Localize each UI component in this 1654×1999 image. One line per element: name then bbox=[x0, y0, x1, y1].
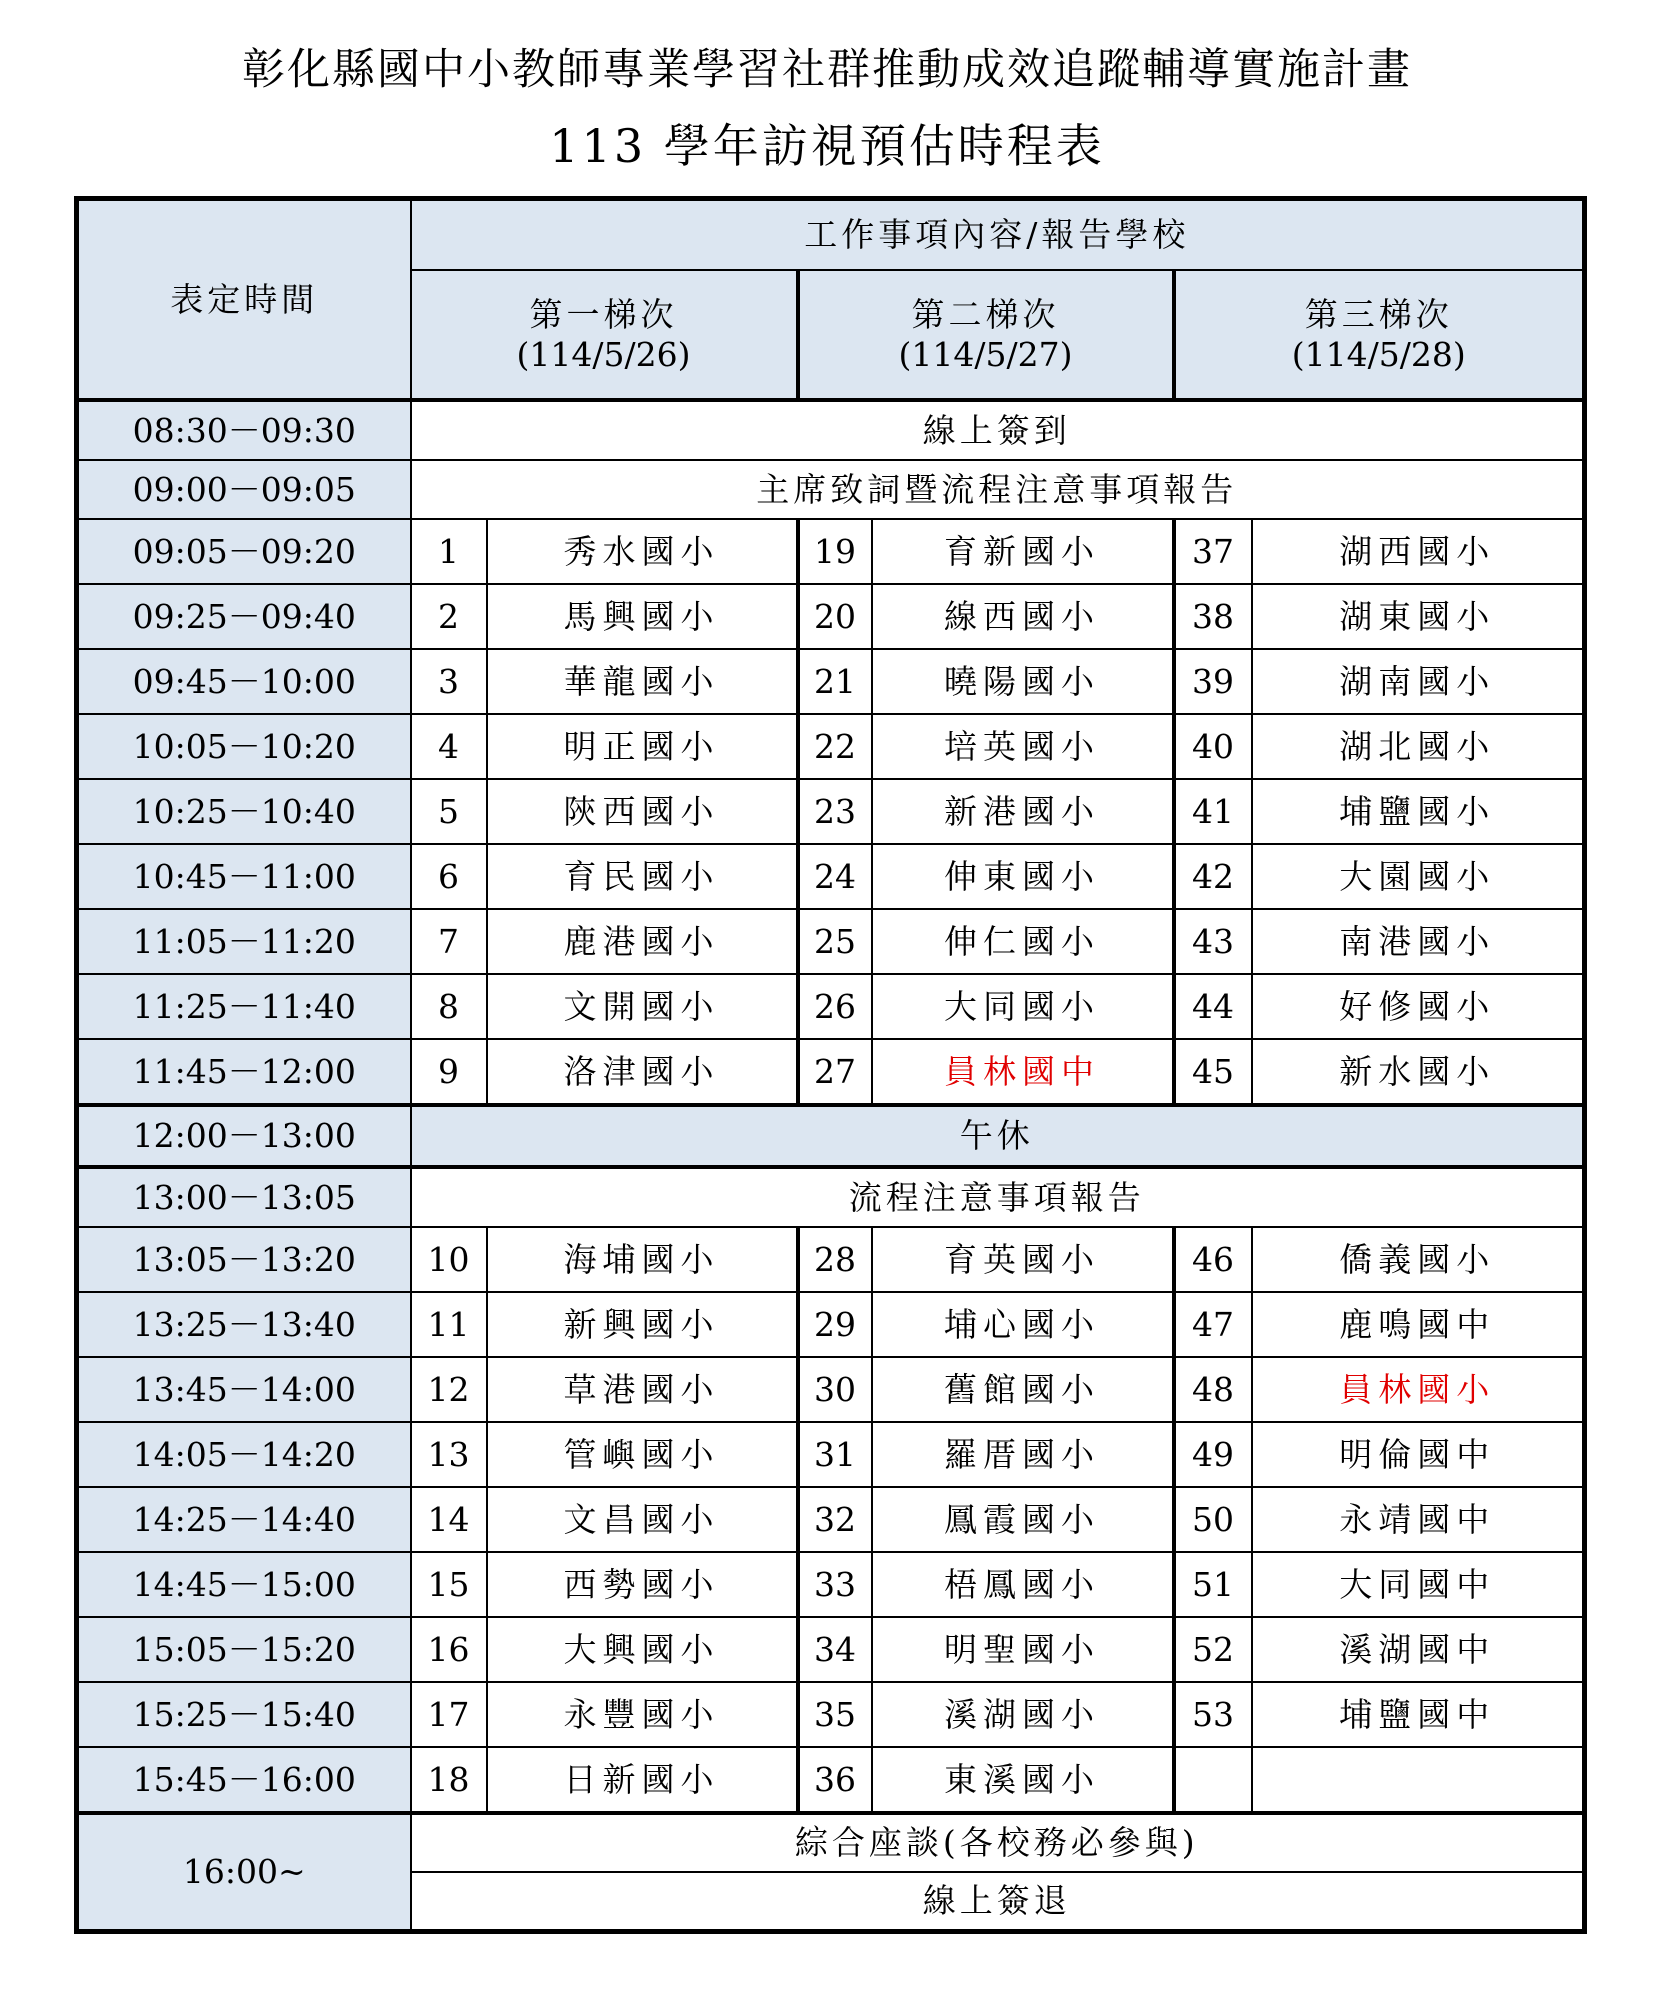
discussion-cell: 綜合座談(各校務必參與) bbox=[411, 1813, 1585, 1872]
afternoon-notes-row-cell: 流程注意事項報告 bbox=[411, 1167, 1585, 1227]
schedule-table bbox=[74, 196, 1587, 1934]
school-number bbox=[1174, 1747, 1252, 1813]
school-name: 文昌國小 bbox=[487, 1487, 798, 1552]
school-number: 3 bbox=[411, 649, 487, 714]
school-number: 36 bbox=[798, 1747, 872, 1813]
school-name: 僑義國小 bbox=[1252, 1227, 1585, 1292]
school-name: 馬興國小 bbox=[487, 584, 798, 649]
time-cell: 15:25－15:40 bbox=[77, 1682, 411, 1747]
time-cell: 10:25－10:40 bbox=[77, 779, 411, 844]
time-cell: 08:30－09:30 bbox=[77, 400, 411, 460]
school-name: 員林國中 bbox=[872, 1039, 1174, 1105]
school-number: 9 bbox=[411, 1039, 487, 1105]
afternoon-slot-row bbox=[77, 1617, 1585, 1682]
batch-2-name: 第二梯次 bbox=[911, 294, 1060, 334]
time-cell: 11:45－12:00 bbox=[77, 1039, 411, 1105]
time-cell: 09:00－09:05 bbox=[77, 460, 411, 519]
school-name: 曉陽國小 bbox=[872, 649, 1174, 714]
school-number: 45 bbox=[1174, 1039, 1252, 1105]
school-name: 大興國小 bbox=[487, 1617, 798, 1682]
school-name: 永靖國中 bbox=[1252, 1487, 1585, 1552]
school-number: 41 bbox=[1174, 779, 1252, 844]
batch-1-header bbox=[411, 270, 798, 400]
school-name: 鹿鳴國中 bbox=[1252, 1292, 1585, 1357]
school-name: 鹿港國小 bbox=[487, 909, 798, 974]
checkin-cell: 線上簽到 bbox=[411, 400, 1585, 460]
checkin-row bbox=[77, 400, 1585, 460]
school-name: 海埔國小 bbox=[487, 1227, 798, 1292]
school-name: 溪湖國小 bbox=[872, 1682, 1174, 1747]
school-number: 23 bbox=[798, 779, 872, 844]
school-number: 10 bbox=[411, 1227, 487, 1292]
school-number: 31 bbox=[798, 1422, 872, 1487]
school-number: 29 bbox=[798, 1292, 872, 1357]
school-name: 大同國小 bbox=[872, 974, 1174, 1039]
school-number: 30 bbox=[798, 1357, 872, 1422]
school-name: 華龍國小 bbox=[487, 649, 798, 714]
school-name: 湖北國小 bbox=[1252, 714, 1585, 779]
school-name: 文開國小 bbox=[487, 974, 798, 1039]
school-number: 25 bbox=[798, 909, 872, 974]
work-header: 工作事項內容/報告學校 bbox=[411, 199, 1585, 271]
school-number: 49 bbox=[1174, 1422, 1252, 1487]
morning-slot-row bbox=[77, 649, 1585, 714]
school-number: 32 bbox=[798, 1487, 872, 1552]
school-number: 5 bbox=[411, 779, 487, 844]
school-number: 46 bbox=[1174, 1227, 1252, 1292]
school-name: 新興國小 bbox=[487, 1292, 798, 1357]
school-name: 秀水國小 bbox=[487, 519, 798, 584]
school-number: 53 bbox=[1174, 1682, 1252, 1747]
document-title: 彰化縣國中小教師專業學習社群推動成效追蹤輔導實施計畫 bbox=[242, 45, 1412, 95]
time-cell: 14:05－14:20 bbox=[77, 1422, 411, 1487]
batch-3-name: 第三梯次 bbox=[1304, 294, 1453, 334]
afternoon-slot-row bbox=[77, 1292, 1585, 1357]
time-cell: 13:05－13:20 bbox=[77, 1227, 411, 1292]
school-name: 東溪國小 bbox=[872, 1747, 1174, 1813]
afternoon-slot-row bbox=[77, 1422, 1585, 1487]
header-row-1 bbox=[77, 199, 1585, 271]
time-cell: 11:05－11:20 bbox=[77, 909, 411, 974]
school-name: 育新國小 bbox=[872, 519, 1174, 584]
afternoon-slot-row bbox=[77, 1487, 1585, 1552]
school-number: 24 bbox=[798, 844, 872, 909]
school-number: 27 bbox=[798, 1039, 872, 1105]
morning-slot-row bbox=[77, 584, 1585, 649]
batch-2-date: (114/5/27) bbox=[898, 334, 1073, 374]
morning-slot-row bbox=[77, 779, 1585, 844]
school-number: 15 bbox=[411, 1552, 487, 1617]
school-number: 4 bbox=[411, 714, 487, 779]
time-cell: 13:00－13:05 bbox=[77, 1167, 411, 1227]
school-name: 湖西國小 bbox=[1252, 519, 1585, 584]
school-number: 2 bbox=[411, 584, 487, 649]
school-number: 22 bbox=[798, 714, 872, 779]
school-number: 35 bbox=[798, 1682, 872, 1747]
school-name: 明正國小 bbox=[487, 714, 798, 779]
school-number: 39 bbox=[1174, 649, 1252, 714]
school-name: 新港國小 bbox=[872, 779, 1174, 844]
school-name: 埔鹽國小 bbox=[1252, 779, 1585, 844]
school-number: 51 bbox=[1174, 1552, 1252, 1617]
school-number: 18 bbox=[411, 1747, 487, 1813]
school-number: 43 bbox=[1174, 909, 1252, 974]
school-number: 6 bbox=[411, 844, 487, 909]
lunch-row-cell: 午休 bbox=[411, 1105, 1585, 1167]
school-number: 44 bbox=[1174, 974, 1252, 1039]
school-name: 明倫國中 bbox=[1252, 1422, 1585, 1487]
school-name: 員林國小 bbox=[1252, 1357, 1585, 1422]
school-number: 26 bbox=[798, 974, 872, 1039]
morning-slot-row bbox=[77, 844, 1585, 909]
closing-discussion-row bbox=[77, 1813, 1585, 1872]
school-name: 育民國小 bbox=[487, 844, 798, 909]
time-cell: 11:25－11:40 bbox=[77, 974, 411, 1039]
school-number: 52 bbox=[1174, 1617, 1252, 1682]
time-cell: 13:45－14:00 bbox=[77, 1357, 411, 1422]
school-number: 20 bbox=[798, 584, 872, 649]
morning-slot-row bbox=[77, 974, 1585, 1039]
time-cell: 16:00~ bbox=[77, 1813, 411, 1932]
school-number: 16 bbox=[411, 1617, 487, 1682]
school-name: 永豐國小 bbox=[487, 1682, 798, 1747]
school-name: 伸仁國小 bbox=[872, 909, 1174, 974]
school-name: 新水國小 bbox=[1252, 1039, 1585, 1105]
school-number: 48 bbox=[1174, 1357, 1252, 1422]
time-cell: 10:45－11:00 bbox=[77, 844, 411, 909]
time-cell: 09:45－10:00 bbox=[77, 649, 411, 714]
school-name: 南港國小 bbox=[1252, 909, 1585, 974]
school-name: 培英國小 bbox=[872, 714, 1174, 779]
afternoon-slot-row bbox=[77, 1227, 1585, 1292]
document-subtitle: 113 學年訪視預估時程表 bbox=[549, 119, 1105, 173]
school-name: 伸東國小 bbox=[872, 844, 1174, 909]
school-name: 梧鳳國小 bbox=[872, 1552, 1174, 1617]
school-name: 草港國小 bbox=[487, 1357, 798, 1422]
school-number: 12 bbox=[411, 1357, 487, 1422]
school-name: 羅厝國小 bbox=[872, 1422, 1174, 1487]
batch-3-header bbox=[1174, 270, 1585, 400]
school-number: 14 bbox=[411, 1487, 487, 1552]
school-number: 37 bbox=[1174, 519, 1252, 584]
time-cell: 13:25－13:40 bbox=[77, 1292, 411, 1357]
school-name: 湖南國小 bbox=[1252, 649, 1585, 714]
afternoon-slot-row bbox=[77, 1357, 1585, 1422]
school-name: 溪湖國中 bbox=[1252, 1617, 1585, 1682]
school-number: 42 bbox=[1174, 844, 1252, 909]
school-name: 埔心國小 bbox=[872, 1292, 1174, 1357]
time-cell: 15:45－16:00 bbox=[77, 1747, 411, 1813]
school-name: 洛津國小 bbox=[487, 1039, 798, 1105]
school-name: 鳳霞國小 bbox=[872, 1487, 1174, 1552]
school-name: 管嶼國小 bbox=[487, 1422, 798, 1487]
school-name bbox=[1252, 1747, 1585, 1813]
morning-slot-row bbox=[77, 909, 1585, 974]
school-name: 大同國中 bbox=[1252, 1552, 1585, 1617]
school-name: 西勢國小 bbox=[487, 1552, 798, 1617]
school-number: 34 bbox=[798, 1617, 872, 1682]
school-number: 11 bbox=[411, 1292, 487, 1357]
school-name: 日新國小 bbox=[487, 1747, 798, 1813]
school-number: 13 bbox=[411, 1422, 487, 1487]
time-cell: 09:25－09:40 bbox=[77, 584, 411, 649]
school-name: 明聖國小 bbox=[872, 1617, 1174, 1682]
afternoon-slot-row bbox=[77, 1552, 1585, 1617]
time-cell: 14:25－14:40 bbox=[77, 1487, 411, 1552]
morning-slot-row bbox=[77, 519, 1585, 584]
school-name: 陝西國小 bbox=[487, 779, 798, 844]
opening-cell: 主席致詞暨流程注意事項報告 bbox=[411, 460, 1585, 519]
time-header: 表定時間 bbox=[77, 199, 411, 401]
school-name: 大園國小 bbox=[1252, 844, 1585, 909]
school-name: 線西國小 bbox=[872, 584, 1174, 649]
school-number: 8 bbox=[411, 974, 487, 1039]
school-number: 40 bbox=[1174, 714, 1252, 779]
school-number: 28 bbox=[798, 1227, 872, 1292]
school-name: 埔鹽國中 bbox=[1252, 1682, 1585, 1747]
school-number: 7 bbox=[411, 909, 487, 974]
afternoon-slot-row bbox=[77, 1682, 1585, 1747]
school-number: 38 bbox=[1174, 584, 1252, 649]
morning-slot-row bbox=[77, 1039, 1585, 1105]
time-cell: 12:00－13:00 bbox=[77, 1105, 411, 1167]
school-number: 19 bbox=[798, 519, 872, 584]
school-number: 47 bbox=[1174, 1292, 1252, 1357]
afternoon-slot-row bbox=[77, 1747, 1585, 1813]
batch-1-date: (114/5/26) bbox=[516, 334, 691, 374]
batch-2-header bbox=[798, 270, 1174, 400]
afternoon-notes-row bbox=[77, 1167, 1585, 1227]
school-number: 17 bbox=[411, 1682, 487, 1747]
school-number: 21 bbox=[798, 649, 872, 714]
time-cell: 14:45－15:00 bbox=[77, 1552, 411, 1617]
school-name: 育英國小 bbox=[872, 1227, 1174, 1292]
morning-slot-row bbox=[77, 714, 1585, 779]
time-cell: 10:05－10:20 bbox=[77, 714, 411, 779]
lunch-row bbox=[77, 1105, 1585, 1167]
batch-1-name: 第一梯次 bbox=[529, 294, 678, 334]
opening-row bbox=[77, 460, 1585, 519]
school-number: 1 bbox=[411, 519, 487, 584]
school-number: 33 bbox=[798, 1552, 872, 1617]
school-number: 50 bbox=[1174, 1487, 1252, 1552]
time-cell: 15:05－15:20 bbox=[77, 1617, 411, 1682]
school-name: 舊館國小 bbox=[872, 1357, 1174, 1422]
school-name: 湖東國小 bbox=[1252, 584, 1585, 649]
time-cell: 09:05－09:20 bbox=[77, 519, 411, 584]
school-name: 好修國小 bbox=[1252, 974, 1585, 1039]
batch-3-date: (114/5/28) bbox=[1291, 334, 1466, 374]
checkout-cell: 線上簽退 bbox=[411, 1872, 1585, 1932]
